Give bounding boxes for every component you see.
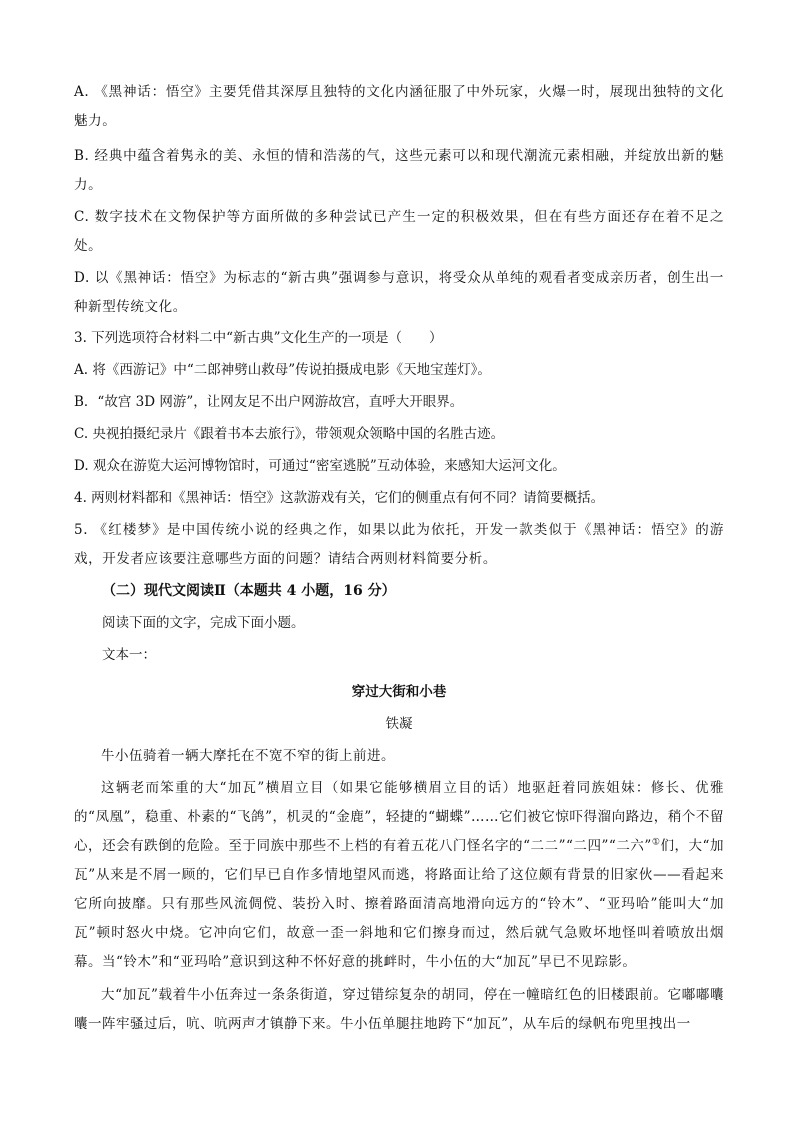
q3-stem: 3. 下列选项符合材料二中“新古典”文化生产的一项是（ ） xyxy=(74,330,443,346)
q3-option-d: D. 观众在游览大运河博物馆时，可通过“密室逃脱”互动体验，来感知大运河文化。 xyxy=(74,458,566,474)
story-author: 铁凝 xyxy=(385,716,413,732)
q2-option-a: A. 《黑神话：悟空》主要凭借其深厚且独特的文化内涵征服了中外玩家，火爆一时，展现出独特的文化魅力。 xyxy=(74,84,724,129)
reading-instruction: 阅读下面的文字，完成下面小题。 xyxy=(102,615,305,631)
section-heading: （二）现代文阅读Ⅱ（本题共 4 小题，16 分） xyxy=(102,583,396,599)
q3-option-b: B．“故宫 3D 网游”，让网友足不出户网游故宫，直呼大开眼界。 xyxy=(74,394,464,410)
question-4: 4. 两则材料都和《黑神话：悟空》这款游戏有关，它们的侧重点有何不同？请简要概括。 xyxy=(74,490,605,506)
text-label: 文本一： xyxy=(102,647,156,663)
story-paragraph-3: 大“加瓦”载着牛小伍奔过一条条街道，穿过错综复杂的胡同，停在一幢暗红色的旧楼跟前。它嘟嘟囔囔一阵牢骚过后，吭、吭两声才镇静下来。牛小伍单腿拄地跨下“加瓦”，从车后的绿帆布兜里拽出一 xyxy=(74,987,724,1032)
story-paragraph-1: 牛小伍骑着一辆大摩托在不宽不窄的街上前进。 xyxy=(101,748,395,764)
story-paragraph-2-part-b: 们，大“加瓦”从来是不屑一顾的，它们早已自作多情地望风而逃，将路面让给了这位颇有背景的旧家伙——看起来它所向披靡。只有那些风流倜傥、装扮入时、擦着路面清高地滑向远方的“铃木”、“亚玛哈”能叫大“加瓦”顿时怒火中烧。它冲向它们，故意一歪一斜地和它们擦身而过，然后就气急败坏地怪叫着喷放出烟幕。当“铃木”和“亚玛哈”意识到这种不怀好意的挑衅时，牛小伍的大“加瓦”早已不见踪影。 xyxy=(74,838,724,970)
q2-option-c: C. 数字技术在文物保护等方面所做的多种尝试已产生一定的积极效果，但在有些方面还存在着不足之处。 xyxy=(74,209,724,254)
story-paragraph-2-part-a: 这辆老而笨重的大“加瓦”横眉立目（如果它能够横眉立目的话）地驱赶着同族姐妹：修长、优雅的“凤凰”，稳重、朴素的“飞鸽”，机灵的“金鹿”，轻捷的“蝴蝶”……它们被它惊吓得溜向路边，稍个不留心，还会有跌倒的危险。至于同族中那些不上档的有着五花八门怪名字的“二二”“二四”“二六” xyxy=(74,780,724,854)
exam-page xyxy=(74,78,724,1039)
q2-option-b: B. 经典中蕴含着隽永的美、永恒的情和浩荡的气，这些元素可以和现代潮流元素相融，并绽放出新的魅力。 xyxy=(74,148,724,193)
q3-option-a: A. 将《西游记》中“二郎神劈山救母”传说拍摄成电影《天地宝莲灯》。 xyxy=(74,362,491,378)
q3-option-c: C. 央视拍摄纪录片《跟着书本去旅行》，带领观众领略中国的名胜古迹。 xyxy=(74,426,505,442)
footnote-marker: ① xyxy=(651,837,661,848)
story-paragraph-2 xyxy=(74,774,724,977)
story-body xyxy=(74,742,724,1039)
question-5: 5. 《红楼梦》是中国传统小说的经典之作，如果以此为依托，开发一款类似于《黑神话：悟空》的游戏，开发者应该要注意哪些方面的问题？请结合两则材料简要分析。 xyxy=(74,522,724,567)
q2-option-d: D. 以《黑神话：悟空》为标志的“新古典”强调参与意识，将受众从单纯的观看者变成亲历者，创生出一种新型传统文化。 xyxy=(74,270,724,315)
story-title: 穿过大街和小巷 xyxy=(351,684,447,700)
